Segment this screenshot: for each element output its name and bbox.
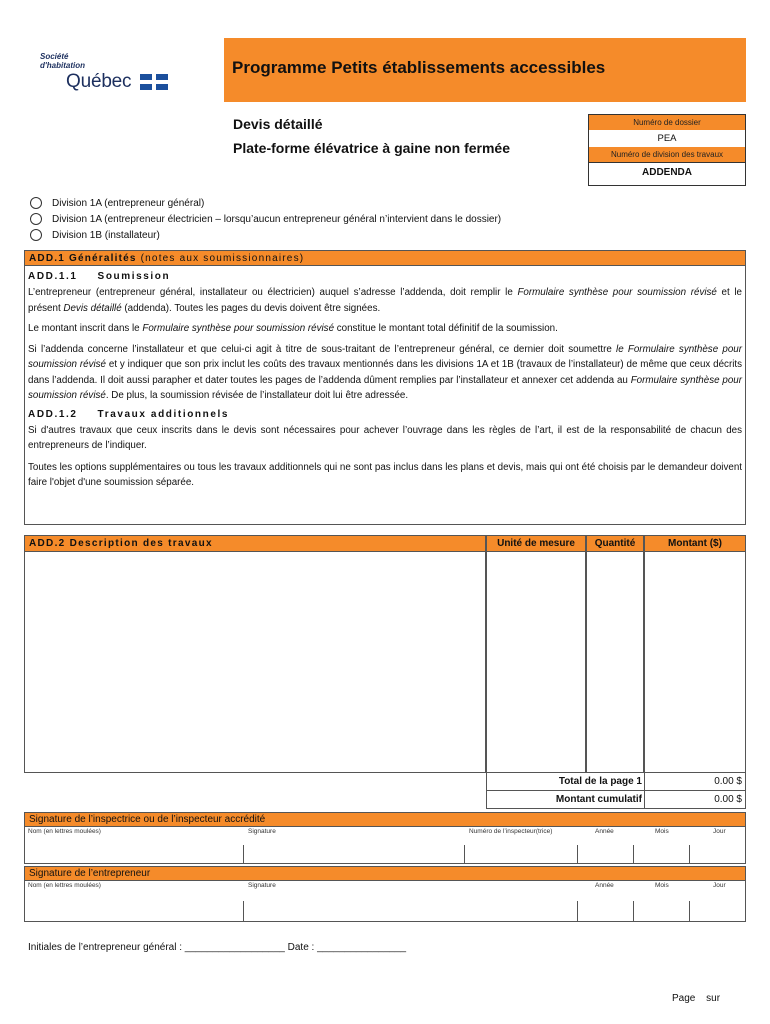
field-divider xyxy=(689,845,690,864)
contractor-signature-block xyxy=(24,866,746,922)
name-label: Nom (en lettres moulées) xyxy=(28,882,101,889)
page-total-row xyxy=(486,773,746,791)
field-divider xyxy=(633,901,634,922)
page-total-value[interactable]: 0.00 $ xyxy=(714,776,742,787)
cumulative-value[interactable]: 0.00 $ xyxy=(714,794,742,805)
radio-button[interactable] xyxy=(30,229,42,241)
subsection-title: Travaux additionnels xyxy=(97,408,230,420)
program-title: Programme Petits établissements accessibles xyxy=(232,58,606,77)
subsection-soumission xyxy=(28,271,745,282)
year-label: Année xyxy=(595,828,614,835)
field-divider xyxy=(243,845,244,864)
inspector-signature-title: Signature de l’inspectrice ou de l’inspecteur accrédité xyxy=(25,813,745,827)
paragraph: Le montant inscrit dans le Formulaire synthèse pour soumission révisé constitue le montant total définitif de la soumission. xyxy=(28,323,558,334)
field-divider xyxy=(689,901,690,922)
division-option-1a-electrician[interactable] xyxy=(30,213,501,225)
page-total-label: Total de la page 1 xyxy=(487,773,645,790)
logo-name: Québec xyxy=(66,71,132,92)
col-header-quantity: Quantité xyxy=(587,536,643,552)
division-number-label: Numéro de division des travaux xyxy=(589,147,745,162)
field-divider xyxy=(577,901,578,922)
doc-subtitle: Plate-forme élévatrice à gaine non fermée xyxy=(233,140,510,156)
month-label: Mois xyxy=(655,882,669,889)
cumulative-label: Montant cumulatif xyxy=(487,791,645,808)
signature-label: Signature xyxy=(248,828,276,835)
general-contractor-initials-line[interactable]: Initiales de l’entrepreneur général : __________________ Date : ________________ xyxy=(28,942,407,953)
unit-column[interactable] xyxy=(486,535,586,773)
page-number xyxy=(672,993,720,1004)
paragraph: Si d'autres travaux que ceux inscrits dans le devis sont nécessaires pour achever l’ouvrage dans les règles de l’art, il est de la responsabilité de chacun des entrepreneurs de l’indiquer. xyxy=(28,424,742,451)
quebec-flag-icon xyxy=(140,74,168,90)
subsection-number: ADD.1.2 xyxy=(28,408,78,420)
field-divider xyxy=(577,845,578,864)
file-number-field[interactable]: PEA xyxy=(657,133,677,144)
col-header-amount: Montant ($) xyxy=(645,536,745,552)
quantity-column[interactable] xyxy=(586,535,644,773)
amount-column[interactable] xyxy=(644,535,746,773)
division-option-label: Division 1A (entrepreneur général) xyxy=(52,197,205,209)
inspector-signature-block xyxy=(24,812,746,864)
file-number-label: Numéro de dossier xyxy=(589,115,745,130)
col-header-description: ADD.2 Description des travaux xyxy=(25,536,485,552)
logo-line2: d'habitation xyxy=(40,61,86,70)
doc-title: Devis détaillé xyxy=(233,116,323,132)
radio-button[interactable] xyxy=(30,213,42,225)
section-title: ADD.1 Généralités xyxy=(29,253,137,264)
page-of-label: sur xyxy=(706,993,721,1004)
subsection-number: ADD.1.1 xyxy=(28,271,78,282)
division-option-label: Division 1A (entrepreneur électricien – lorsqu’aucun entrepreneur général n’intervient dans le dossier) xyxy=(52,213,502,225)
shq-logo xyxy=(40,52,180,96)
contractor-signature-title: Signature de l’entrepreneur xyxy=(25,867,745,881)
paragraph: Toutes les options supplémentaires ou tous les travaux additionnels qui ne sont pas inclus dans les plans et devis, mais qui ont été choisis par le demandeur doivent faire l'objet d'une soumission séparée. xyxy=(28,461,742,488)
division-option-label: Division 1B (installateur) xyxy=(52,229,160,241)
section-generalities xyxy=(24,250,746,525)
signature-label: Signature xyxy=(248,882,276,889)
radio-button[interactable] xyxy=(30,197,42,209)
section-header xyxy=(25,251,745,266)
day-label: Jour xyxy=(713,882,726,889)
description-column[interactable] xyxy=(24,535,486,773)
section-note: (notes aux soumissionnaires) xyxy=(136,253,305,264)
subsection-additional-work xyxy=(28,409,745,420)
day-label: Jour xyxy=(713,828,726,835)
paragraph: L’entrepreneur (entrepreneur général, installateur ou électricien) auquel s’adresse l’addenda, doit remplir le Formulaire synthèse pour soumission révisé et le présent Devis détaillé (addenda). Toutes les pages du devis doivent être signées. xyxy=(28,287,742,314)
dossier-box xyxy=(588,114,746,186)
division-number-field[interactable]: ADDENDA xyxy=(589,162,745,182)
page-label: Page xyxy=(672,993,696,1004)
field-divider xyxy=(464,845,465,864)
logo-line1: Société xyxy=(40,52,69,61)
year-label: Année xyxy=(595,882,614,889)
month-label: Mois xyxy=(655,828,669,835)
subsection-title: Soumission xyxy=(97,271,171,282)
col-header-unit: Unité de mesure xyxy=(487,536,585,552)
field-divider xyxy=(243,901,244,922)
field-divider xyxy=(633,845,634,864)
name-label: Nom (en lettres moulées) xyxy=(28,828,101,835)
division-option-1a-general[interactable] xyxy=(30,197,204,209)
work-description-table xyxy=(24,535,746,807)
inspector-number-label: Numéro de l’inspecteur(trice) xyxy=(469,828,553,835)
division-option-1b-installer[interactable] xyxy=(30,229,160,241)
cumulative-total-row xyxy=(486,791,746,809)
paragraph: Si l’addenda concerne l’installateur et que celui-ci agit à titre de sous-traitant de l’entrepreneur général, ce dernier doit soumettre le Formulaire synthèse pour soumission révisé et y indiquer que son prix inclut les coûts des travaux mentionnés dans les divisions 1A et 1B (travaux de l’installateur) de même que ceux décrits dans l’addenda. Il doit aussi parapher et dater toutes les pages de l’addenda dûment remplies par l’installateur et annexer cet addenda au Formulaire synthèse pour soumission révisé. De plus, la soumission révisée de l’installateur doit lui être adressée. xyxy=(28,343,743,401)
